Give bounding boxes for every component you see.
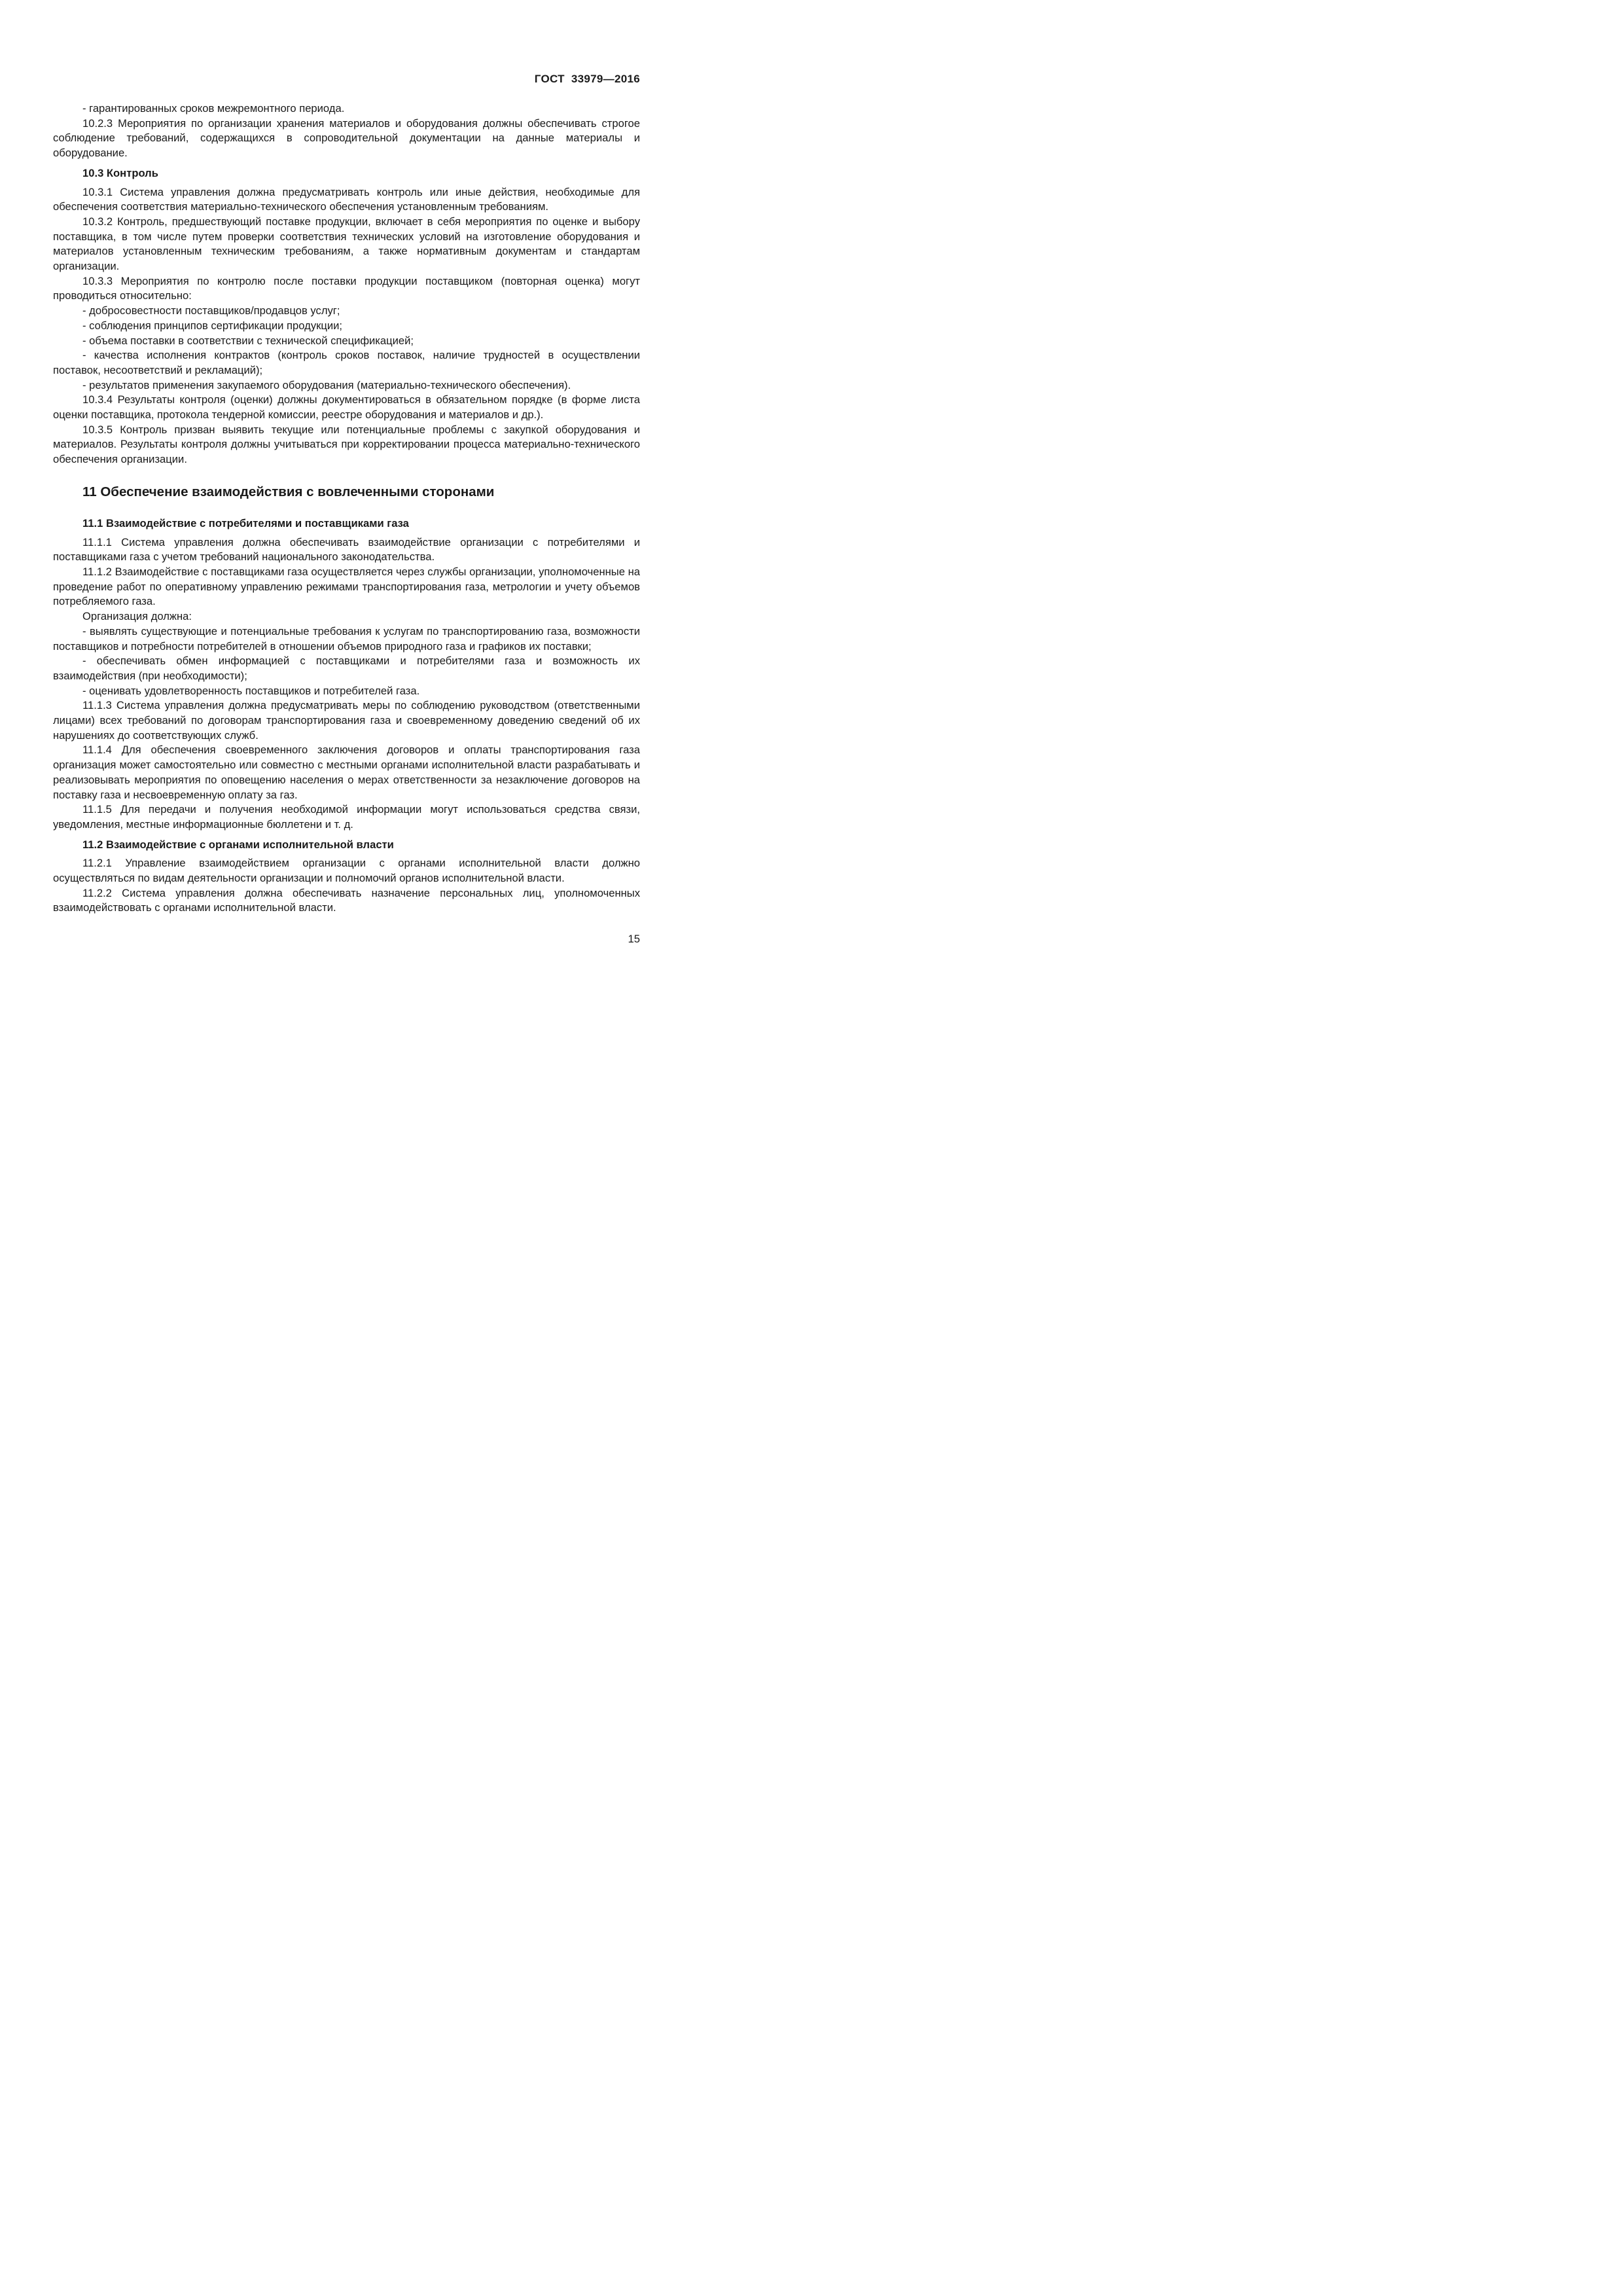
paragraph: 11.1.2 Взаимодействие с поставщиками газа осуществляется через службы организации, уполномоченные на проведение работ по оперативному управлению режимами транспортирования газа, метрологии и учету объемов потребляемого газа.: [53, 565, 640, 608]
paragraph: 10.3.3 Мероприятия по контролю после поставки продукции поставщиком (повторная оценка) могут проводиться относительно:: [53, 274, 640, 302]
paragraph: 10.3.1 Система управления должна предусматривать контроль или иные действия, необходимые для обеспечения соответствия материально-технического обеспечения установленным требованиям.: [53, 185, 640, 213]
paragraph: - результатов применения закупаемого оборудования (материально-технического обеспечения).: [82, 378, 571, 391]
document-body: [53, 101, 640, 916]
paragraph: 10.3.4 Результаты контроля (оценки) должны документироваться в обязательном порядке (в форме листа оценки поставщика, протокола тендерной комиссии, реестре оборудования и материалов и др.).: [53, 393, 640, 422]
paragraph: 10.2.3 Мероприятия по организации хранения материалов и оборудования должны обеспечивать строгое соблюдение требований, содержащихся в сопроводительной документации на данные материалы и оборудование.: [53, 117, 640, 160]
paragraph: - объема поставки в соответствии с технической спецификацией;: [82, 334, 414, 347]
paragraph: 11.2.1 Управление взаимодействием организации с органами исполнительной власти должно осуществляться по видам деятельности организации и полномочий органов исполнительной власти.: [53, 857, 640, 885]
subsection-heading: 10.3 Контроль: [82, 166, 158, 179]
paragraph: Организация должна:: [82, 610, 192, 623]
paragraph: 10.3.5 Контроль призван выявить текущие или потенциальные проблемы с закупкой оборудования и материалов. Результаты контроля должны учитываться при корректировании процесса материально-технического обеспечения организации.: [53, 423, 640, 466]
paragraph: 11.1.4 Для обеспечения своевременного заключения договоров и оплаты транспортирования газа организация может самостоятельно или совместно с местными органами исполнительной власти разрабатывать и реализовывать мероприятия по оповещению населения о мерах ответственности за незаключение договоров на поставку газа и несвоевременную оплату за газ.: [53, 744, 640, 801]
page-number: 15: [628, 933, 640, 945]
paragraph: 11.2.2 Система управления должна обеспечивать назначение персональных лиц, уполномоченных взаимодействовать с органами исполнительной власти.: [53, 886, 640, 914]
paragraph: - качества исполнения контрактов (контроль сроков поставок, наличие трудностей в осуществлении поставок, несоответствий и рекламаций);: [53, 349, 640, 376]
paragraph: - гарантированных сроков межремонтного периода.: [82, 102, 345, 115]
subsection-heading: 11.2 Взаимодействие с органами исполнительной власти: [82, 838, 394, 851]
paragraph: 10.3.2 Контроль, предшествующий поставке продукции, включает в себя мероприятия по оценке и выбору поставщика, в том числе путем проверки соответствия технических условий на изготовление оборудования и материалов установленным техническим требованиям, а также нормативным документам и стандартам организации.: [53, 215, 640, 273]
paragraph: - обеспечивать обмен информацией с поставщиками и потребителями газа и возможность их взаимодействия (при необходимости);: [53, 655, 640, 682]
paragraph: - оценивать удовлетворенность поставщиков и потребителей газа.: [82, 684, 420, 697]
paragraph: 11.1.1 Система управления должна обеспечивать взаимодействие организации с потребителями и поставщиками газа с учетом требований национального законодательства.: [53, 535, 640, 564]
paragraph: 11.1.3 Система управления должна предусматривать меры по соблюдению руководством (ответственными лицами) всех требований по договорам транспортирования газа и своевременному доведению сведений об их нарушениях до соответствующих служб.: [53, 699, 640, 742]
paragraph: - добросовестности поставщиков/продавцов услуг;: [82, 304, 340, 317]
section-heading: 11 Обеспечение взаимодействия с вовлеченными сторонами: [82, 484, 495, 499]
paragraph: 11.1.5 Для передачи и получения необходимой информации могут использоваться средства связи, уведомления, местные информационные бюллетени и т. д.: [53, 803, 640, 831]
subsection-heading: 11.1 Взаимодействие с потребителями и поставщиками газа: [82, 516, 409, 529]
paragraph: - соблюдения принципов сертификации продукции;: [82, 319, 343, 332]
standard-designation: ГОСТ 33979—2016: [534, 73, 640, 85]
document-page: [0, 0, 720, 1018]
paragraph: - выявлять существующие и потенциальные требования к услугам по транспортированию газа, возможности поставщиков и потребности потребителей в отношении объемов природного газа и графиков их поставки;: [53, 624, 640, 653]
